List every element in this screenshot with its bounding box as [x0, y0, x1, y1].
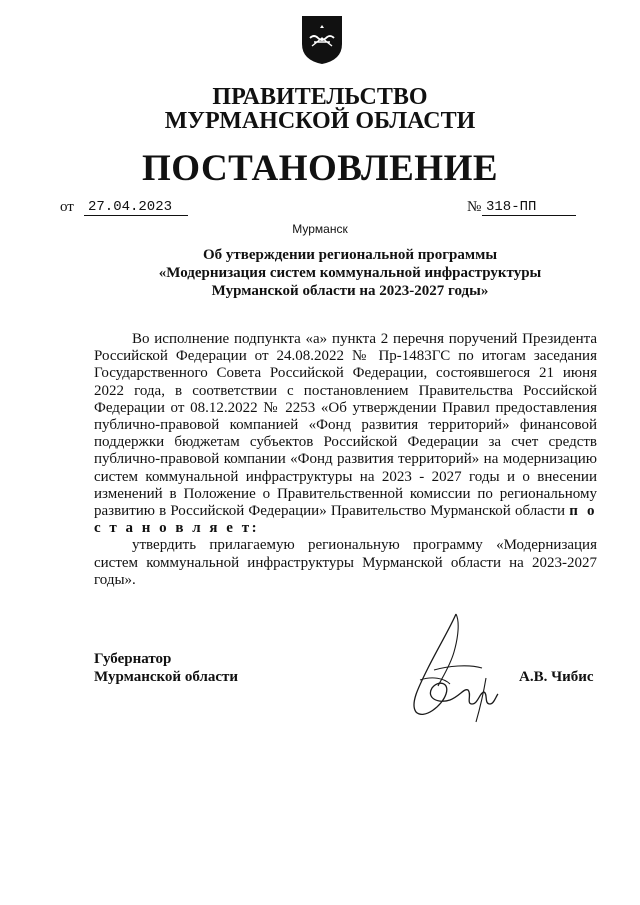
signatory-title-line1: Губернатор: [94, 651, 172, 667]
subject-line-1: Об утверждении региональной программы: [202, 247, 498, 263]
body-paragraph-2: утвердить прилагаемую региональную программу «Модернизация систем коммунальной инфраструктуры Мурманской области на 2023-2027 годы».: [94, 537, 597, 588]
document-number: 318-ПП: [486, 199, 537, 215]
subject-line-2: «Модернизация систем коммунальной инфраструктуры: [158, 265, 542, 281]
signatory-name: А.В. Чибис: [519, 669, 594, 685]
city-name: Мурманск: [292, 222, 348, 236]
resolves-keyword: п о с т а н о в л я е т:: [94, 503, 598, 537]
coat-of-arms-icon: [300, 14, 344, 66]
document-body: [94, 331, 597, 589]
number-label: №: [467, 199, 482, 215]
preamble-text: Во исполнение подпункта «а» пункта 2 перечня поручений Президента Российской Федерации от 24.08.2022 № Пр-1483ГС по итогам заседания Государственного Совета Российской Федерации, состоявшегося 21 июня 2022 года, в соответствии с постановлением Правительства Российской Федерации от 08.12.2022 № 2253 «Об утверждении Правил предоставления публично-правовой компанией «Фонд развития территорий» финансовой поддержки бюджетам субъектов Российской Федерации за счет средств публично-правовой компании «Фонд развития территорий» на модернизацию систем коммунальной инфраструктуры на 2023 - 2027 годы и о внесении изменений в Положение о Правительственной комиссии по региональному развитию в Российской Федерации» Правительство Мурманской области: [94, 331, 597, 520]
handwritten-signature-icon: [398, 608, 508, 728]
document-type-title: ПОСТАНОВЛЕНИЕ: [141, 148, 499, 189]
organization-name-line1: ПРАВИТЕЛЬСТВО: [212, 84, 428, 110]
body-paragraph-1: [94, 331, 597, 537]
signatory-title: [94, 650, 238, 686]
subject-line-3: Мурманской области на 2023-2027 годы»: [211, 283, 489, 299]
document-subject: [140, 246, 560, 300]
signatory-title-line2: Мурманской области: [94, 669, 239, 685]
organization-name-line2: МУРМАНСКОЙ ОБЛАСТИ: [164, 108, 476, 134]
date-label: от: [60, 199, 74, 215]
document-date: 27.04.2023: [88, 199, 173, 215]
